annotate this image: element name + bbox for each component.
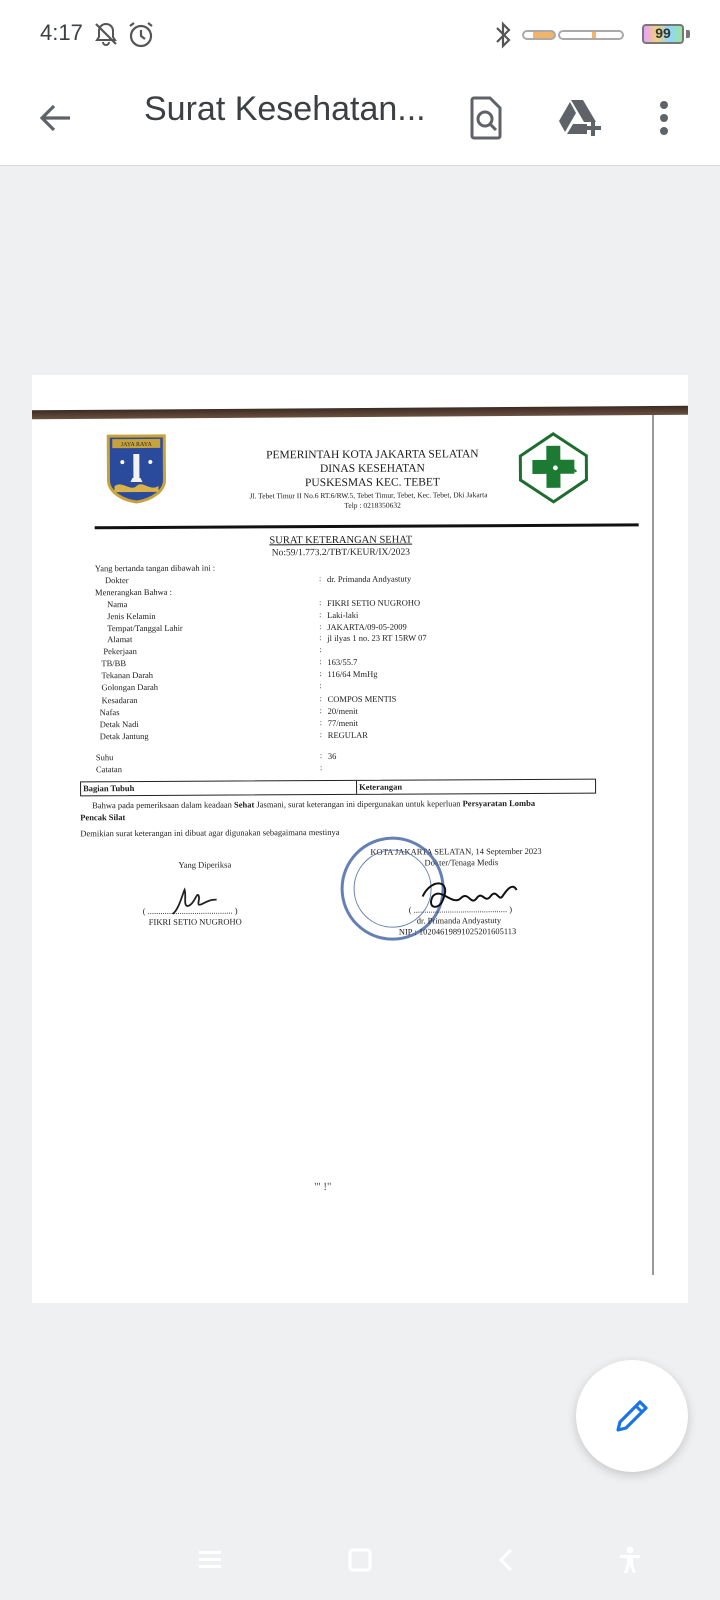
battery-tip (686, 30, 690, 38)
bluetooth-icon (492, 20, 514, 55)
doctor-label: Dokter (104, 575, 129, 586)
statement-c: Jasmani, surat keterangan ini dipergunakan untuk keperluan (256, 798, 461, 810)
table-header-keterangan: Keterangan (359, 781, 403, 792)
signal-indicator (522, 30, 556, 40)
colon: : (319, 633, 322, 643)
doctor-role: Dokter/Tenaga Medis (424, 857, 499, 868)
home-button[interactable] (338, 1538, 382, 1582)
recent-apps-button[interactable] (188, 1538, 232, 1582)
colon: : (319, 680, 322, 690)
more-vertical-icon (659, 100, 669, 136)
doctor-nip: NIP : 1020461989102520160511З (398, 926, 517, 937)
field-label: Detak Jantung (99, 730, 149, 742)
app-bar (0, 70, 720, 166)
colon: : (319, 718, 322, 728)
field-label: Pekerjaan (103, 646, 137, 657)
document-preview[interactable] (32, 375, 688, 1303)
field-label: Detak Nadi (99, 719, 139, 730)
more-options-button[interactable] (648, 90, 680, 146)
back-chevron-icon (495, 1547, 517, 1573)
statement-b: Sehat (233, 799, 255, 810)
system-navigation-bar (0, 1520, 720, 1600)
examinee-signature-line: ( ........................................ ) (142, 905, 238, 916)
add-to-drive-button[interactable] (552, 90, 608, 146)
field-label: TB/BB (101, 658, 126, 669)
letterhead-line1: PEMERINTAH KOTA JAKARTA SELATAN (266, 448, 479, 462)
closing-text: Demikian surat keterangan ini dibuat agar digunakan sebagaimana mestinya (80, 826, 340, 839)
colon: : (319, 763, 323, 773)
intro-text: Yang bertanda tangan dibawah ini : (94, 562, 216, 574)
document-content (32, 375, 688, 1303)
statement-d: Persyaratan Lomba (462, 797, 536, 809)
battery-level: 99 (655, 25, 671, 41)
field-value: COMPOS MENTIS (327, 694, 397, 705)
status-time: 4:17 (40, 20, 83, 45)
colon: : (319, 668, 322, 678)
catatan-label: Catatan (95, 764, 122, 775)
document-number: No:59/1.773.2/TBT/KEUR/IX/2023 (271, 547, 411, 559)
document-search-icon (468, 96, 504, 140)
statement-line2 (80, 812, 125, 822)
statement-a: Bahwa pada pemeriksaan dalam keadaan (92, 799, 232, 811)
doctor-name: dr. Primanda Andyastuty (416, 915, 502, 926)
field-label: Jenis Kelamin (107, 610, 156, 621)
page-title: Surat Kesehatan... (144, 90, 426, 128)
home-square-icon (347, 1547, 373, 1573)
bagian-tubuh-table (80, 779, 596, 797)
examinee-label: Yang Diperiksa (178, 859, 232, 870)
field-label: Alamat (107, 634, 133, 645)
field-value: 116/64 MmHg (327, 668, 378, 679)
suhu-value: 36 (327, 750, 337, 762)
colon: : (319, 729, 323, 739)
field-value: FIKRI SETIO NUGROHO (327, 597, 421, 609)
field-label: Nafas (99, 707, 120, 718)
drive-add-icon (557, 98, 603, 138)
place-date: KOTA JAKARTA SELATAN, 14 September 2023 (370, 845, 542, 857)
doctor-value: dr. Primanda Andyastuty (326, 573, 412, 585)
document-title: SURAT KETERANGAN SEHAT (269, 534, 413, 547)
edit-fab-button[interactable] (576, 1360, 688, 1472)
suhu-label: Suhu (95, 752, 114, 763)
field-label: Golongan Darah (101, 681, 158, 692)
field-label: Tempat/Tanggal Lahir (107, 622, 183, 633)
status-bar (0, 0, 720, 70)
colon: : (319, 609, 322, 619)
field-label: Nama (107, 599, 128, 610)
signal-indicator-2 (558, 30, 624, 40)
letterhead-phone: Telp : 0218350632 (344, 500, 401, 510)
letterhead-divider (95, 523, 639, 529)
colon: : (319, 598, 322, 608)
colon: : (319, 657, 322, 667)
colon: : (318, 574, 322, 584)
alarm-icon (126, 20, 156, 55)
svg-text:JAYA RAYA: JAYA RAYA (120, 441, 152, 449)
letterhead-address: Jl. Tebet Timur II No.6 RT.6/RW.5, Tebet Timur, Tebet, Kec. Tebet, Dki Jakarta (249, 490, 488, 501)
statement-line1 (92, 798, 535, 810)
colon: : (319, 751, 323, 761)
find-in-document-button[interactable] (458, 90, 514, 146)
field-value: JAKARTA/09-05-2009 (327, 621, 407, 632)
scan-mark: "' !" (314, 1181, 332, 1194)
back-arrow-icon (38, 100, 74, 136)
menu-lines-icon (197, 1548, 223, 1572)
field-value: Laki-laki (327, 609, 359, 620)
table-header-bagian: Bagian Tubuh (81, 781, 357, 795)
battery-icon (642, 24, 684, 44)
back-button[interactable] (28, 90, 84, 146)
back-nav-button[interactable] (484, 1538, 528, 1582)
accessibility-button[interactable] (608, 1538, 652, 1582)
pencil-icon (612, 1396, 652, 1436)
colon: : (319, 645, 322, 655)
colon: : (319, 694, 322, 704)
field-value: 77/menit (327, 717, 358, 729)
field-value: jl ilyas 1 no. 23 RT 15RW 07 (327, 632, 427, 644)
letterhead-line2: DINAS KESEHATAN (319, 462, 425, 476)
field-label: Tekanan Darah (101, 669, 154, 681)
field-value: 163/55.7 (327, 656, 358, 668)
examinee-name: FIKRI SETIO NUGROHO (148, 916, 242, 927)
mute-notifications-icon (92, 20, 120, 53)
field-value: REGULAR (327, 729, 368, 740)
jakarta-emblem-icon (104, 432, 168, 504)
statement-e: Pencak Silat (80, 812, 126, 823)
colon: : (319, 621, 322, 631)
field-value: 20/menit (327, 706, 358, 717)
declares-text: Menerangkan Bahwa : (95, 586, 173, 598)
letterhead-line3: PUSKESMAS KEC. TEBET (304, 476, 440, 490)
accessibility-icon (617, 1545, 643, 1575)
doctor-signature-line: ( ............................................ ) (408, 904, 513, 915)
colon: : (319, 706, 322, 716)
field-label: Kesadaran (101, 695, 138, 706)
